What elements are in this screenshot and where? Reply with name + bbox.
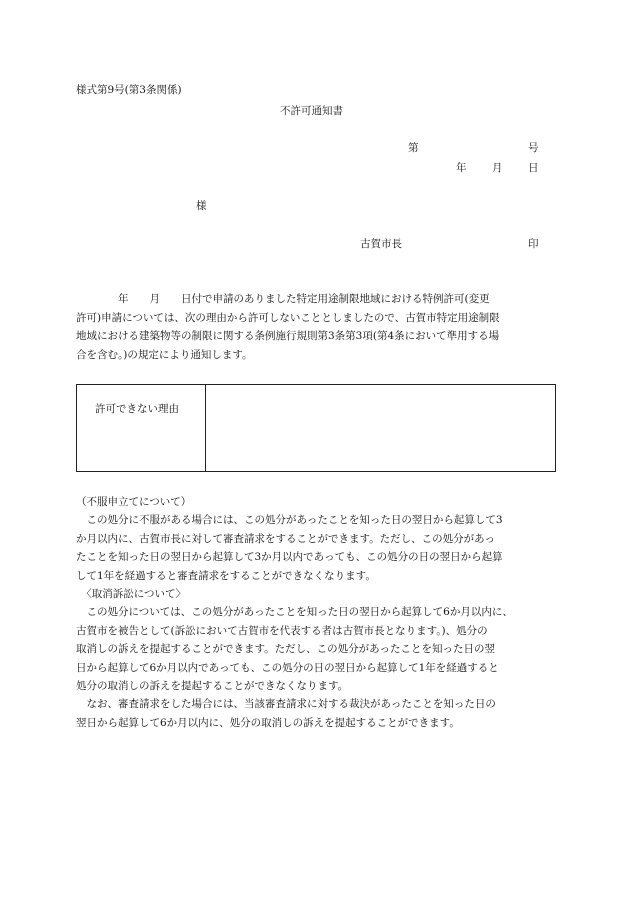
notice-line: 処分の取消しの訴えを提起することができなくなります。 xyxy=(76,680,349,693)
notice-line: か月以内に、古賀市長に対して審査請求をすることができます。ただし、この処分があっ xyxy=(76,532,496,545)
doc-number-prefix: 第 xyxy=(408,142,419,154)
notice-heading: （不服申立てについて） xyxy=(76,496,192,508)
notice-line: 古賀市を被告として(訴訟において古賀市を代表する者は古賀市長となります。)、処分の xyxy=(76,624,488,637)
notification-body xyxy=(76,290,556,364)
notice-line: して1年を経過すると審査請求をすることができなくなります。 xyxy=(76,569,376,582)
appeal-notice xyxy=(76,493,556,732)
date-day-label: 日 xyxy=(528,162,539,174)
page-title: 不許可通知書 xyxy=(280,105,343,117)
date-year-label: 年 xyxy=(456,162,467,174)
doc-number-suffix: 号 xyxy=(528,142,539,154)
notice-line: 日から起算して6か月以内であっても、この処分の日の翌日から起算して1年を経過すると xyxy=(76,661,499,674)
notice-line: たことを知った日の翌日から起算して3か月以内であっても、この処分の日の翌日から起算 xyxy=(76,551,503,564)
body-line: 年 月 日付で申請のありました特定用途制限地域における特例許可(変更 xyxy=(76,293,490,305)
notice-heading: 〈取消訴訟について〉 xyxy=(76,588,187,601)
reason-table xyxy=(76,384,556,472)
form-number: 様式第9号(第3条関係) xyxy=(76,84,182,96)
body-line: 地域における建築物等の制限に関する条例施行規則第3条第3項(第4条において準用する場 xyxy=(76,330,500,342)
notice-line: この処分については、この処分があったことを知った日の翌日から起算して6か月以内に、 xyxy=(76,606,513,619)
reason-label: 許可できない理由 xyxy=(77,385,206,471)
notice-line: 取消しの訴えを提起することができます。ただし、この処分があったことを知った日の翌 xyxy=(76,643,496,656)
body-line: 許可)申請については、次の理由から許可しないこととしましたので、古賀市特定用途制限 xyxy=(76,311,500,324)
seal-mark: 印 xyxy=(528,238,539,250)
reason-value-cell[interactable] xyxy=(206,385,555,471)
body-line: 合を含む。)の規定により通知します。 xyxy=(76,348,253,361)
date-month-label: 月 xyxy=(492,162,503,174)
notice-line: 翌日から起算して6か月以内に、処分の取消しの訴えを提起することができます。 xyxy=(76,716,460,729)
notice-line: なお、審査請求をした場合には、当該審査請求に対する裁決があったことを知った日の xyxy=(76,698,496,711)
issuer-name: 古賀市長 xyxy=(360,238,402,250)
notice-line: この処分に不服がある場合には、この処分があったことを知った日の翌日から起算して3 xyxy=(76,514,503,527)
addressee-honorific: 様 xyxy=(196,200,207,212)
